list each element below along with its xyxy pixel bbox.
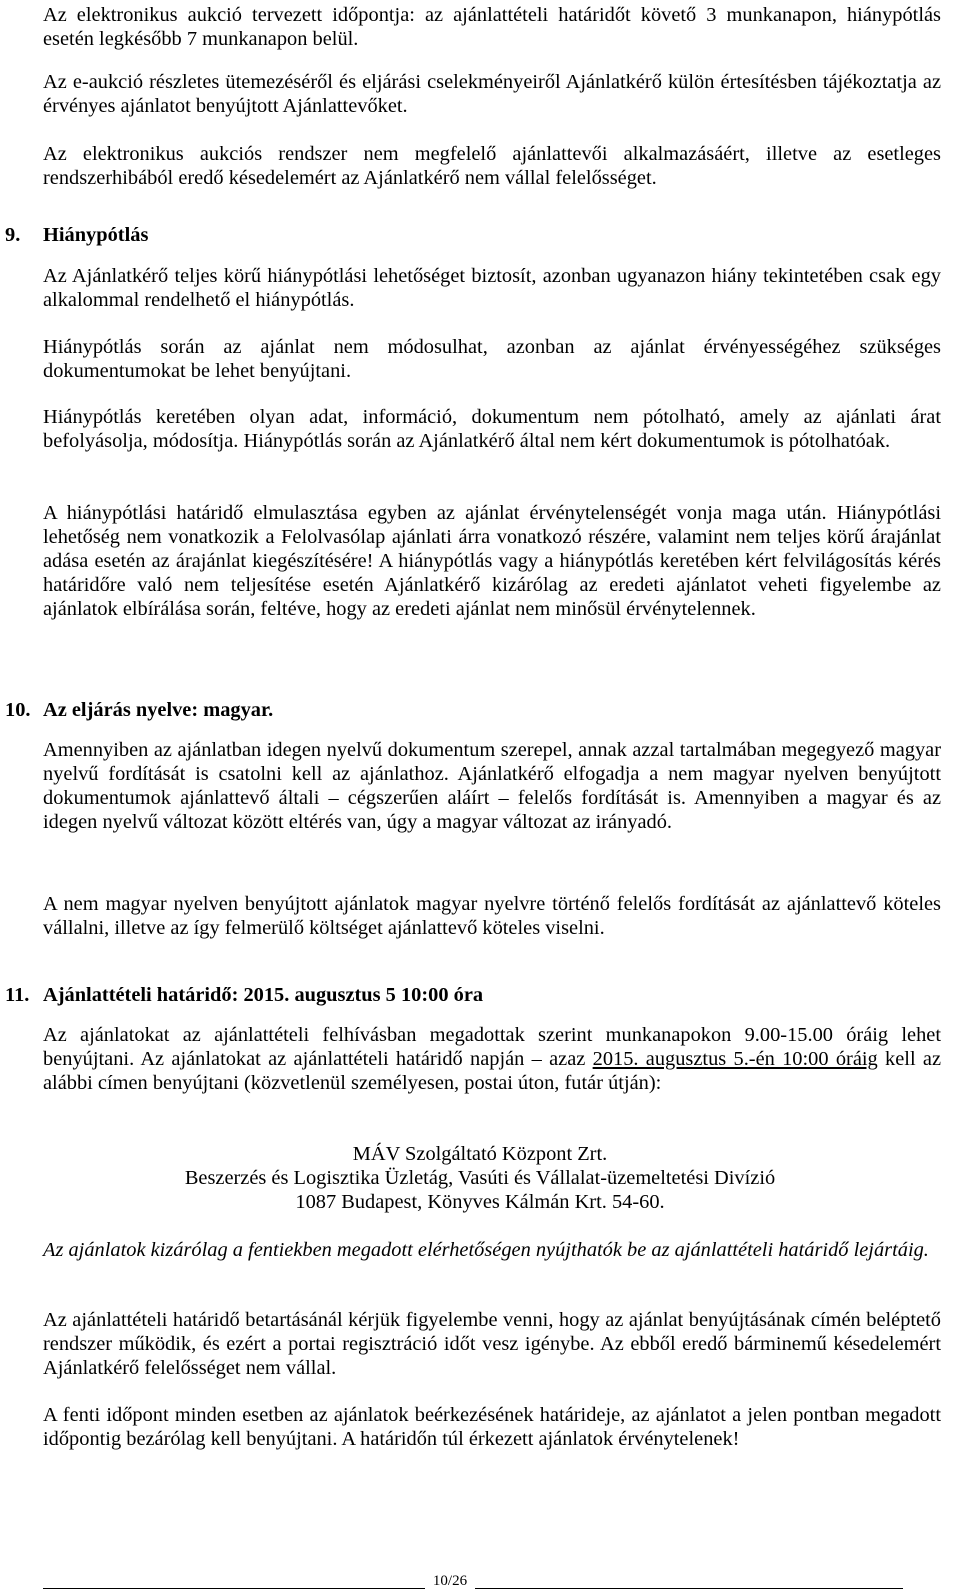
paragraph-missing-docs-4: A hiánypótlási határidő elmulasztása egyben az ajánlat érvénytelenségét vonja maga után. Hiánypótlási lehetőség nem vonatkozik a Felolvasólap ajánlati árra vonatkozó részére, valamint nem teljes körű árajánlat adása esetén az árajánlat kiegészítésére! A hiánypótlás vagy a hiánypótlás keretében kért felvilágosítás kérés határidőre való nem teljesítése esetén Ajánlatkérő kizárólag az eredeti ajánlatot veheti figyelembe az ajánlatok elbírálása során, feltéve, hogy az eredeti ajánlat nem minősül érvénytelennek.	[43, 502, 941, 620]
address-line-3: 1087 Budapest, Könyves Kálmán Krt. 54-60.	[295, 1191, 665, 1213]
page-number: 10/26	[432, 1573, 468, 1589]
deadline-text-a: Az ajánlatokat az ajánlattételi felhívásban megadottak szerint munkanapokon 9.00-15.00 óráig lehet benyújtani. Az ajánlatokat az ajánlattételi határidő napján – azaz	[43, 1024, 941, 1070]
paragraph-missing-docs-2: Hiánypótlás során az ajánlat nem módosulhat, azonban az ajánlat érvényességéhez szükséges dokumentumokat be lehet benyújtani.	[43, 336, 941, 382]
section-number: 11.	[5, 984, 30, 1006]
section-heading-10	[5, 698, 273, 722]
section-title: Hiánypótlás	[43, 224, 149, 246]
paragraph-deadline-1	[43, 1023, 941, 1095]
paragraph-deadline-4: A fenti időpont minden esetben az ajánlatok beérkezésének határideje, az ajánlatot a jelen pontban megadott időpontig bezárólag kell benyújtani. A határidőn túl érkezett ajánlatok érvénytelenek!	[43, 1404, 941, 1450]
footer-rule-left	[43, 1588, 425, 1589]
section-title: Az eljárás nyelve: magyar.	[43, 699, 274, 721]
section-title: Ajánlattételi határidő: 2015. augusztus 5 10:00 óra	[43, 984, 484, 1006]
address-line-2: Beszerzés és Logisztika Üzletág, Vasúti és Vállalat-üzemeltetési Divízió	[184, 1167, 776, 1189]
paragraph-auction-date: Az elektronikus aukció tervezett időpontja: az ajánlattételi határidőt követő 3 munkanapon, hiánypótlás esetén legkésőbb 7 munkanapon belül.	[43, 4, 941, 50]
paragraph-auction-schedule: Az e-aukció részletes ütemezéséről és eljárási cselekményeiről Ajánlatkérő külön értesítésben tájékoztatja az érvényes ajánlatot benyújtott Ajánlattevőket.	[43, 71, 941, 117]
section-heading-9	[5, 223, 148, 247]
section-heading-11	[5, 983, 483, 1007]
section-number: 9.	[5, 224, 21, 246]
paragraph-missing-docs-3: Hiánypótlás keretében olyan adat, információ, dokumentum nem pótolható, amely az ajánlati árat befolyásolja, módosítja. Hiánypótlás során az Ajánlatkérő által nem kért dokumentumok is pótolhatóak.	[43, 406, 941, 452]
deadline-underlined: 2015. augusztus 5.-én 10:00 óráig	[592, 1048, 878, 1070]
footer-rule-right	[475, 1588, 903, 1589]
paragraph-deadline-3: Az ajánlattételi határidő betartásánál kérjük figyelembe venni, hogy az ajánlat benyújtásának címén beléptető rendszer működik, és ezért a portai regisztráció időt vesz igénybe. Az ebből eredő bárminemű késedelemért Ajánlatkérő felelősséget nem vállal.	[43, 1309, 941, 1379]
address-line-1: MÁV Szolgáltató Központ Zrt.	[352, 1143, 608, 1165]
paragraph-auction-liability: Az elektronikus aukciós rendszer nem megfelelő ajánlattevői alkalmazásáért, illetve az esetleges rendszerhibából eredő késedelemért az Ajánlatkérő nem vállal felelősséget.	[43, 143, 941, 189]
paragraph-missing-docs-1: Az Ajánlatkérő teljes körű hiánypótlási lehetőséget biztosít, azonban ugyanazon hiány tekintetében csak egy alkalommal rendelhető el hiánypótlás.	[43, 265, 941, 311]
paragraph-deadline-2: Az ajánlatok kizárólag a fentiekben megadott elérhetőségen nyújthatók be az ajánlattételi határidő lejártáig.	[43, 1239, 929, 1261]
paragraph-language-1: Amennyiben az ajánlatban idegen nyelvű dokumentum szerepel, annak azzal tartalmában megegyező magyar nyelvű fordítását is csatolni kell az ajánlathoz. Ajánlatkérő elfogadja a nem magyar nyelven benyújtott dokumentumok ajánlattevő általi – cégszerűen aláírt – felelős fordítását is. Amennyiben a magyar és az idegen nyelvű változat között eltérés van, úgy a magyar változat az irányadó.	[43, 739, 941, 833]
deadline-text-b: kell az alábbi címen benyújtani (közvetlenül személyesen, postai úton, futár útján):	[43, 1048, 942, 1094]
paragraph-language-2: A nem magyar nyelven benyújtott ajánlatok magyar nyelvre történő felelős fordítását az ajánlattevő köteles vállalni, illetve az így felmerülő költséget ajánlattevő köteles viselni.	[43, 893, 941, 939]
section-number: 10.	[5, 699, 31, 721]
